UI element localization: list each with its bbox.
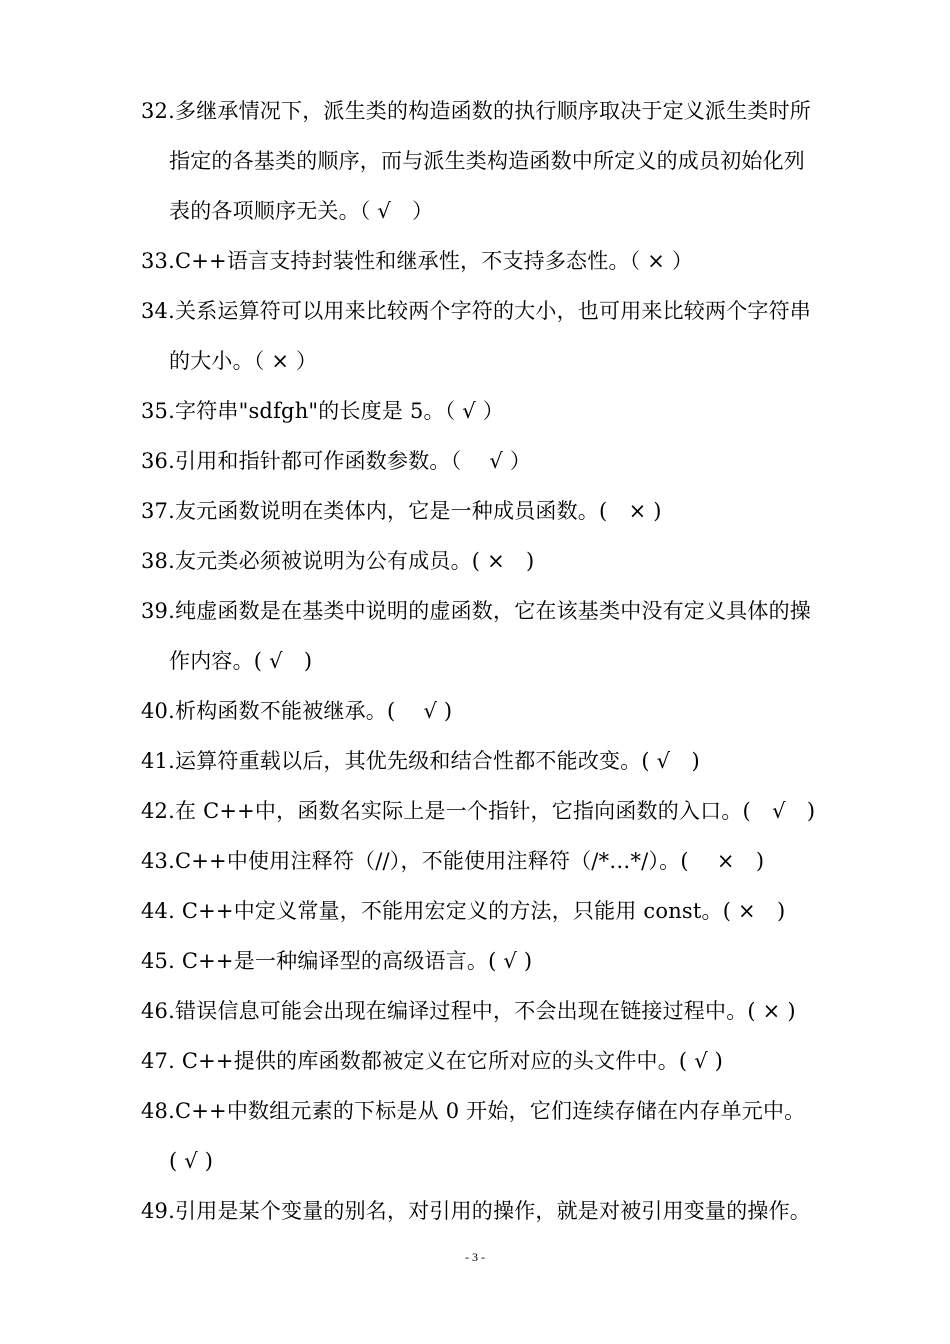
question-36: 36.引用和指针都可作函数参数。（ √ ） <box>141 449 532 473</box>
question-45: 45. C++是一种编译型的高级语言。( √ ) <box>141 949 533 973</box>
question-40: 40.析构函数不能被继承。( √ ) <box>141 699 453 723</box>
question-42: 42.在 C++中，函数名实际上是一个指针，它指向函数的入口。( √ ) <box>141 799 816 823</box>
question-34-line-2: 的大小。（ × ） <box>169 349 318 373</box>
page-number: - 3 - <box>465 1250 485 1264</box>
question-32-line-3: 表的各项顺序无关。（ √ ） <box>169 199 434 223</box>
question-46: 46.错误信息可能会出现在编译过程中，不会出现在链接过程中。( × ) <box>141 999 796 1023</box>
question-49: 49.引用是某个变量的别名，对引用的操作，就是对被引用变量的操作。 <box>141 1199 811 1223</box>
question-32-line-1: 32.多继承情况下，派生类的构造函数的执行顺序取决于定义派生类时所 <box>141 99 811 123</box>
question-list <box>141 86 841 1236</box>
question-38: 38.友元类必须被说明为公有成员。( × ) <box>141 549 535 573</box>
question-47: 47. C++提供的库函数都被定义在它所对应的头文件中。( √ ) <box>141 1049 724 1073</box>
question-37: 37.友元函数说明在类体内，它是一种成员函数。( × ) <box>141 499 662 523</box>
question-48-line-1: 48.C++中数组元素的下标是从 0 开始，它们连续存储在内存单元中。 <box>141 1099 806 1123</box>
question-43: 43.C++中使用注释符（//），不能使用注释符（/*…*/）。( × ) <box>141 849 765 873</box>
question-44: 44. C++中定义常量，不能用宏定义的方法，只能用 const。( × ) <box>141 899 786 923</box>
question-33: 33.C++语言支持封装性和继承性，不支持多态性。（ × ） <box>141 249 694 273</box>
question-41: 41.运算符重载以后，其优先级和结合性都不能改变。( √ ) <box>141 749 700 773</box>
question-39-line-2: 作内容。( √ ) <box>169 649 313 673</box>
question-39-line-1: 39.纯虚函数是在基类中说明的虚函数，它在该基类中没有定义具体的操 <box>141 599 811 623</box>
question-48-line-2: ( √ ) <box>169 1149 214 1173</box>
question-35: 35.字符串"sdfgh"的长度是 5。（ √ ） <box>141 399 504 423</box>
question-34-line-1: 34.关系运算符可以用来比较两个字符的大小，也可用来比较两个字符串 <box>141 299 811 323</box>
question-32-line-2: 指定的各基类的顺序，而与派生类构造函数中所定义的成员初始化列 <box>169 149 805 173</box>
